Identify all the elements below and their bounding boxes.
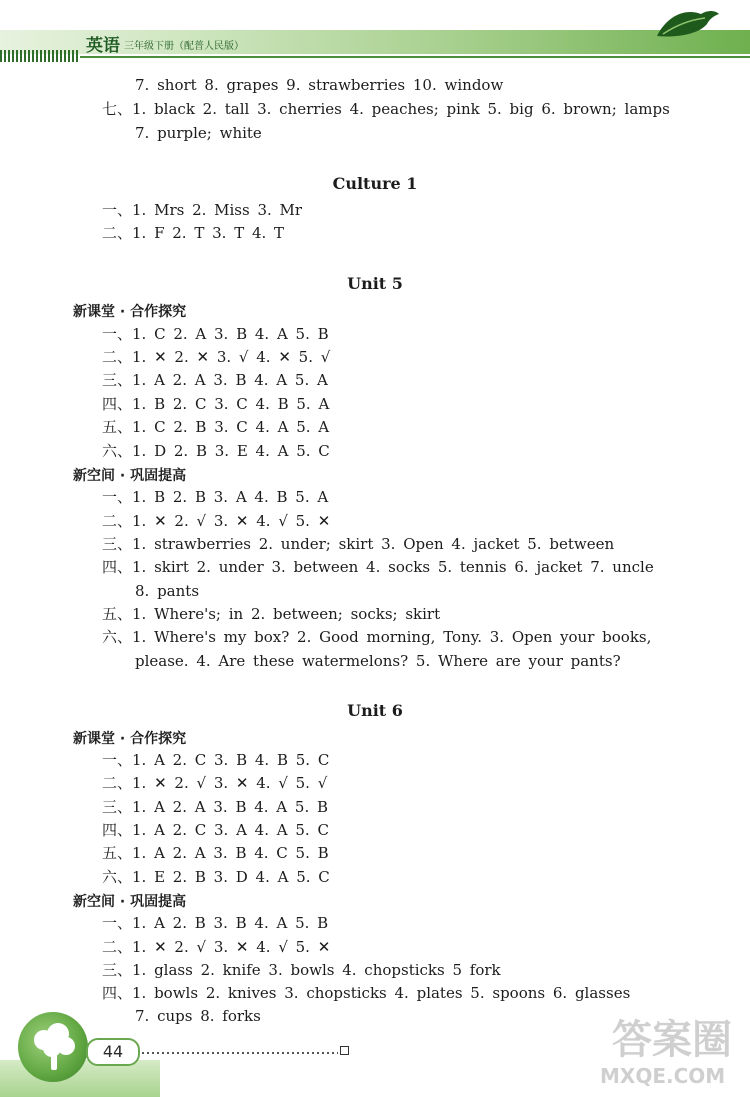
answer-line: 二、1. ✕ 2. √ 3. ✕ 4. √ 5. ✕ — [102, 512, 331, 530]
page-number: 44 — [86, 1038, 140, 1066]
answer-line: 二、1. ✕ 2. √ 3. ✕ 4. √ 5. √ — [102, 774, 328, 792]
answer-line: 四、1. bowls 2. knives 3. chopsticks 4. plates 5. spoons 6. glasses — [102, 984, 631, 1002]
answer-line: 一、1. A 2. C 3. B 4. B 5. C — [102, 751, 330, 769]
answer-line: 六、1. E 2. B 3. D 4. A 5. C — [102, 868, 330, 886]
subsection-label: 新空间 · 巩固提高 — [73, 468, 187, 484]
answer-line: 三、1. glass 2. knife 3. bowls 4. chopsticks 5 fork — [102, 961, 501, 979]
watermark-en: MXQE.COM — [600, 1064, 726, 1088]
answer-line: 一、1. Mrs 2. Miss 3. Mr — [102, 201, 303, 219]
answer-line: 四、1. A 2. C 3. A 4. A 5. C — [102, 821, 329, 839]
answer-line: 三、1. strawberries 2. under; skirt 3. Open 4. jacket 5. between — [102, 535, 615, 553]
answer-line: 五、1. Where's; in 2. between; socks; skirt — [102, 605, 441, 623]
answer-line: 三、1. A 2. A 3. B 4. A 5. B — [102, 798, 329, 816]
subsection-label: 新空间 · 巩固提高 — [73, 894, 187, 910]
answer-line: 二、1. F 2. T 3. T 4. T — [102, 224, 285, 242]
answer-line: 7. short 8. grapes 9. strawberries 10. window — [135, 76, 504, 94]
answer-line: 一、1. A 2. B 3. B 4. A 5. B — [102, 914, 329, 932]
leaf-logo-icon — [655, 6, 721, 40]
answer-line: 二、1. ✕ 2. √ 3. ✕ 4. √ 5. ✕ — [102, 938, 331, 956]
answer-line: 7. cups 8. forks — [135, 1007, 261, 1025]
subsection-label: 新课堂 · 合作探究 — [73, 304, 187, 320]
header-ticks — [0, 50, 80, 62]
answer-line: 五、1. A 2. A 3. B 4. C 5. B — [102, 844, 329, 862]
page-header — [0, 0, 750, 62]
section-heading: Unit 6 — [347, 701, 403, 720]
footer-dotted-line — [142, 1052, 338, 1054]
subsection-label: 新课堂 · 合作探究 — [73, 731, 187, 747]
watermark — [590, 1008, 750, 1097]
answer-line: 六、1. D 2. B 3. E 4. A 5. C — [102, 442, 330, 460]
answer-line: 8. pants — [135, 582, 200, 600]
answer-line: 一、1. C 2. A 3. B 4. A 5. B — [102, 325, 329, 343]
answer-line: 二、1. ✕ 2. ✕ 3. √ 4. ✕ 5. √ — [102, 348, 331, 366]
answer-line: 五、1. C 2. B 3. C 4. A 5. A — [102, 418, 330, 436]
watermark-cn: 答案圈 — [612, 1017, 732, 1063]
answer-line: 四、1. skirt 2. under 3. between 4. socks 5. tennis 6. jacket 7. uncle — [102, 558, 654, 576]
subject-title: 英语 — [86, 36, 120, 56]
answer-line: please. 4. Are these watermelons? 5. Where are your pants? — [135, 652, 621, 670]
answer-line: 一、1. B 2. B 3. A 4. B 5. A — [102, 488, 329, 506]
section-heading: Culture 1 — [332, 174, 418, 193]
answer-line: 7. purple; white — [135, 124, 262, 142]
section-heading: Unit 5 — [347, 274, 403, 293]
answer-line: 七、1. black 2. tall 3. cherries 4. peaches; pink 5. big 6. brown; lamps — [102, 100, 670, 118]
answer-line: 三、1. A 2. A 3. B 4. A 5. A — [102, 371, 328, 389]
footer-square-icon — [340, 1046, 349, 1055]
answer-line: 四、1. B 2. C 3. C 4. B 5. A — [102, 395, 330, 413]
tree-icon — [26, 1018, 82, 1078]
grade-label: 三年级下册（配普人民版） — [124, 41, 244, 52]
answer-line: 六、1. Where's my box? 2. Good morning, Tony. 3. Open your books, — [102, 628, 652, 646]
header-rule — [80, 56, 750, 58]
